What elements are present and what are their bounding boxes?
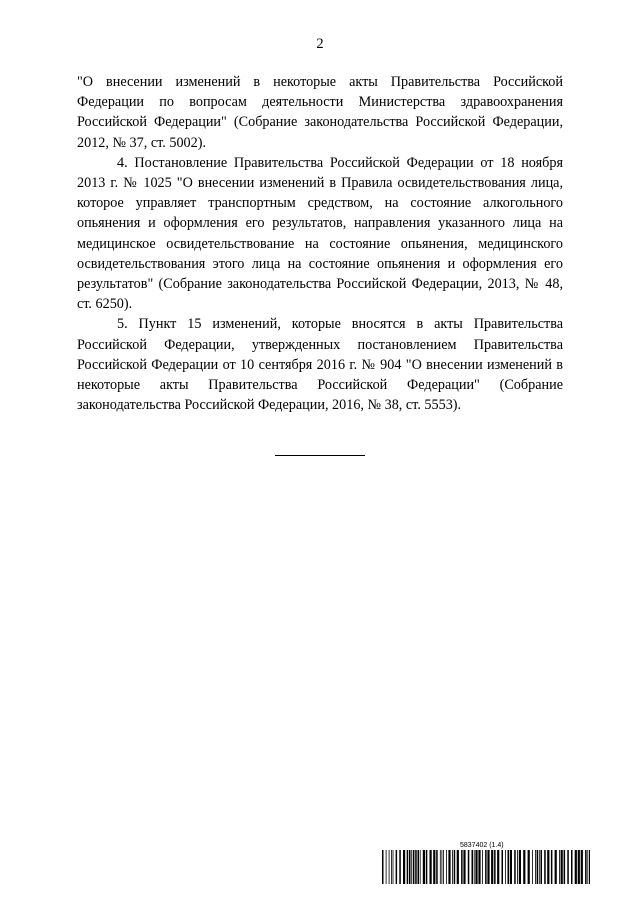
barcode-label: 5837402 (1.4) <box>460 842 504 849</box>
end-separator-line <box>275 455 365 456</box>
paragraph-item-5: 5. Пункт 15 изменений, которые вносятся в акты Правительства Российской Федерации, утвержденных постановлением Правительства Российской Федерации от 10 сентября 2016 г. № 904 "О внесении изменений в некоторые акты Правительства Российской Федерации" (Собрание законодательства Российской Федерации, 2016, № 38, ст. 5553). <box>77 316 563 414</box>
body-text <box>77 72 563 415</box>
page-number: 2 <box>316 36 324 52</box>
paragraph-item-4: 4. Постановление Правительства Российской Федерации от 18 ноября 2013 г. № 1025 "О внесении изменений в Правила освидетельствования лица, которое управляет транспортным средством, на состояние алкогольного опьянения и оформления его результатов, направления указанного лица на медицинское освидетельствование на состояние опьянения, медицинского освидетельствования этого лица на состояние опьянения и оформления его результатов" (Собрание законодательства Российской Федерации, 2013, № 48, ст. 6250). <box>77 154 563 313</box>
barcode-image <box>382 850 590 884</box>
paragraph-continuation: "О внесении изменений в некоторые акты Правительства Российской Федерации по вопросам деятельности Министерства здравоохранения Российской Федерации" (Собрание законодательства Российской Федерации, 2012, № 37, ст. 5002). <box>77 74 563 151</box>
